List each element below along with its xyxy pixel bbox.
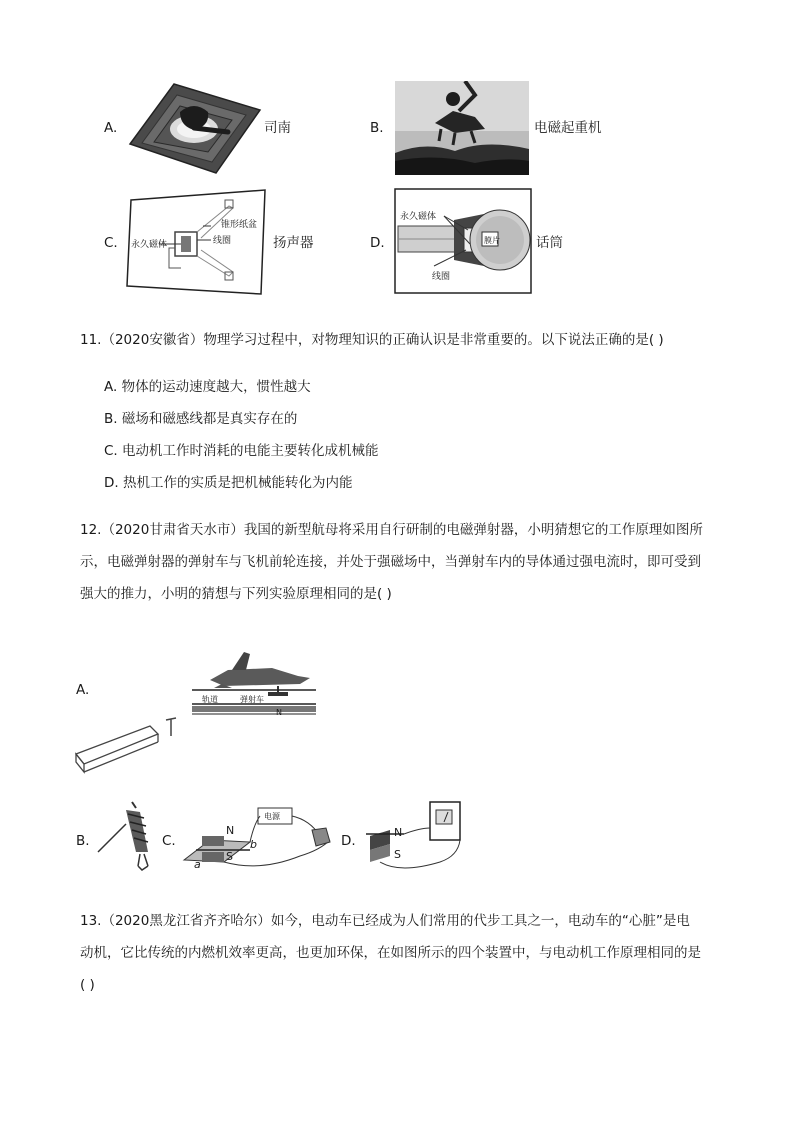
q10-option-a-caption: 司南: [264, 120, 291, 136]
q12-stem-line-1: 12.（2020甘肃省天水市）我国的新型航母将采用自行研制的电磁弹射器，小明猜想它的工作原理如图所: [80, 522, 703, 538]
q10-option-c-letter: C.: [104, 235, 118, 251]
catapult-track-label: 轨道: [202, 695, 218, 704]
q12-figure-electromagnet: [96, 800, 160, 872]
speaker-cone-label: 锥形纸盆: [221, 220, 258, 230]
q10-figure-sinan: [128, 82, 262, 175]
catapult-cart-label: 弹射车: [240, 695, 264, 704]
q12-stem-line-2: 示，电磁弹射器的弹射车与飞机前轮连接，并处于强磁场中，当弹射车内的导体通过强电流时，即可受到: [80, 554, 701, 570]
mic-diaphragm-label: 膜片: [484, 236, 500, 245]
q12-option-a-letter: A.: [76, 682, 90, 698]
q10-figure-speaker: [125, 188, 269, 296]
q11-option-a: A. 物体的运动速度越大，惯性越大: [104, 379, 311, 395]
q12-option-c-letter: C.: [162, 833, 176, 849]
motor-b-label: b: [250, 838, 257, 851]
q11-option-c: C. 电动机工作时消耗的电能主要转化成机械能: [104, 443, 379, 459]
mic-magnet-label: 永久磁体: [400, 212, 437, 222]
motor-s-label: S: [226, 850, 233, 863]
q10-option-b-caption: 电磁起重机: [534, 120, 602, 136]
speaker-coil-label: 线圈: [213, 236, 232, 246]
q10-option-b-letter: B.: [370, 120, 384, 136]
q13-stem-line-1: 13.（2020黑龙江省齐齐哈尔）如今，电动车已经成为人们常用的代步工具之一，电动车的“心脏”是电: [80, 913, 690, 929]
mic-coil-label: 线圈: [432, 272, 451, 282]
q10-option-c-caption: 扬声器: [273, 235, 314, 251]
q10-figure-microphone: [394, 188, 532, 294]
q11-option-b: B. 磁场和磁感线都是真实存在的: [104, 411, 298, 427]
q12-figure-bar-magnet: [74, 712, 184, 774]
q11-stem: 11.（2020安徽省）物理学习过程中，对物理知识的正确认识是非常重要的。以下说法正确的是( ): [80, 332, 664, 348]
q10-option-d-caption: 话筒: [536, 235, 563, 251]
generator-s-label: S: [394, 848, 401, 861]
q13-stem-line-3: ( ): [80, 977, 95, 993]
q12-option-b-letter: B.: [76, 833, 90, 849]
motor-n-label: N: [226, 824, 235, 837]
q10-figure-crane: [395, 81, 529, 175]
q13-stem-line-2: 动机，它比传统的内燃机效率更高，也更加环保，在如图所示的四个装置中，与电动机工作原理相同的是: [80, 945, 701, 961]
generator-n-label: N: [394, 826, 403, 839]
q10-option-a-letter: A.: [104, 120, 118, 136]
q12-option-d-letter: D.: [341, 833, 356, 849]
speaker-magnet-label: 永久磁体: [131, 240, 168, 250]
q12-stem-line-3: 强大的推力，小明的猜想与下列实验原理相同的是( ): [80, 586, 392, 602]
q12-figure-motor-rails: [180, 800, 340, 872]
motor-power-label: 电源: [264, 812, 280, 821]
q11-option-d: D. 热机工作的实质是把机械能转化为内能: [104, 475, 353, 491]
catapult-pole-label: N: [276, 708, 282, 717]
motor-a-label: a: [194, 858, 201, 871]
q10-option-d-letter: D.: [370, 235, 385, 251]
q12-figure-catapult: [192, 648, 316, 716]
q12-figure-generator: [360, 798, 470, 874]
